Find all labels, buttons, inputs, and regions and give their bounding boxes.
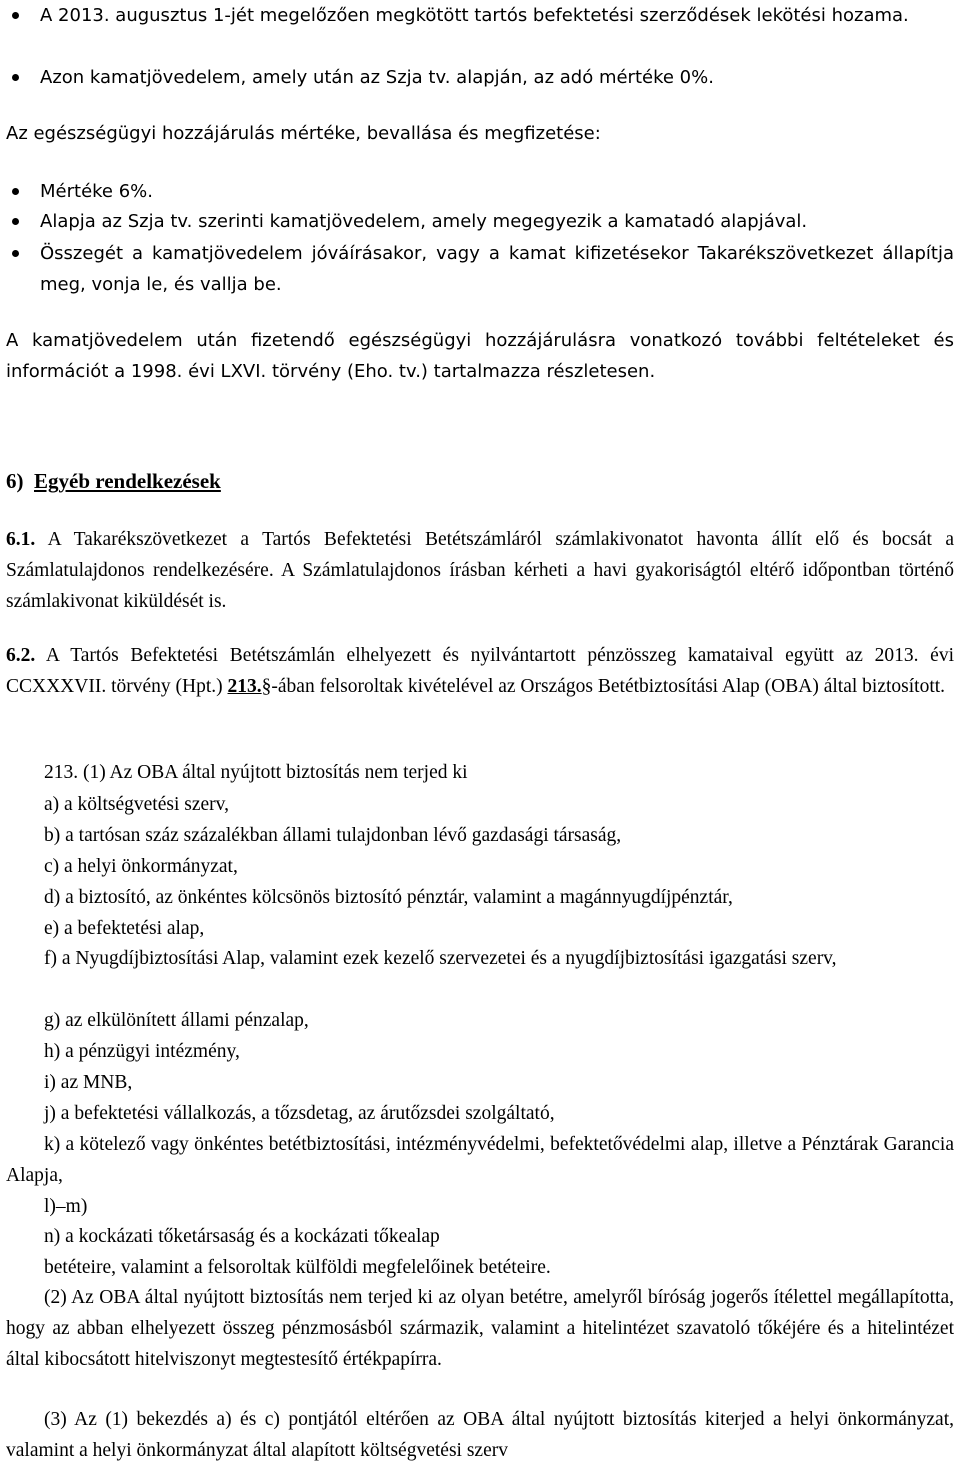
law-item-i: i) az MNB,: [44, 1072, 133, 1093]
tax-bullet-1: A 2013. augusztus 1-jét megelőzően megkötött tartós befektetési szerződések lekötési hozama.: [40, 0, 954, 31]
law-item-d: d) a biztosító, az önkéntes kölcsönös biztosító pénztár, valamint a magánnyugdíjpénztár,: [44, 887, 733, 908]
law-item-f: f) a Nyugdíjbiztosítási Alap, valamint ezek kezelő szervezetei és a nyugdíjbiztosítási igazgatási szerv,: [44, 948, 837, 969]
paragraph-symbol-icon: §: [261, 676, 272, 697]
paragraph-6-2-text-a: A Tartós Befektetési Betétszámlán elhelyezett és nyilvántartott pénzösszeg kamataival együtt az 2013. évi CCXXXVII. törvény (Hpt.): [6, 645, 954, 697]
law-item-l-m: l)–m): [44, 1196, 88, 1217]
health-intro: Az egészségügyi hozzájárulás mértéke, bevallása és megfizetése:: [6, 123, 601, 144]
paragraph-6-2-text-b: -ában felsoroltak kivételével az Országos Betétbiztosítási Alap (OBA) által biztosított.: [271, 676, 946, 697]
health-note: A kamatjövedelem után fizetendő egészségügyi hozzájárulásra vonatkozó további feltételeket és információt a 1998. évi LXVI. törvény (Eho. tv.) tartalmazza részletesen.: [6, 330, 954, 382]
law-item-k: k) a kötelező vagy önkéntes betétbiztosítási, intézményvédelmi, befektetővédelmi alap, illetve a Pénztárak Garancia Alapja,: [6, 1134, 954, 1186]
law-item-b: b) a tartósan száz százalékban állami tulajdonban lévő gazdasági társaság,: [44, 825, 622, 846]
paragraph-6-2: [6, 640, 954, 702]
law-item-c: c) a helyi önkormányzat,: [44, 856, 238, 877]
law-item-e: e) a befektetési alap,: [44, 918, 205, 939]
law-item-j: j) a befektetési vállalkozás, a tőzsdetag, az árutőzsdei szolgáltató,: [44, 1103, 555, 1124]
paragraph-6-1-number: 6.1.: [6, 529, 36, 550]
law-paragraph-2: (2) Az OBA által nyújtott biztosítás nem terjed ki az olyan betétre, amelyről bíróság jogerős ítélettel megállapította, hogy az abban elhelyezett összeg pénzmosásból származik, valamint a hitelintézet szavatoló tőkéjére és a hitelintézet által kibocsátott hitelviszonyt megtestesítő értékpapírra.: [6, 1287, 954, 1370]
health-bullet-2: Alapja az Szja tv. szerinti kamatjövedelem, amely megegyezik a kamatadó alapjával.: [40, 206, 954, 237]
section-number: 6): [6, 469, 24, 493]
paragraph-6-1-text: A Takarékszövetkezet a Tartós Befektetési Betétszámláról számlakivonatot havonta állít elő és bocsát a Számlatulajdonos rendelkezésére. A Számlatulajdonos írásban kérheti a havi gyakoriságtól eltérő időpontban történő számlakivonat kiküldését is.: [6, 529, 954, 612]
law-paragraph-3: (3) Az (1) bekezdés a) és c) pontjától eltérően az OBA által nyújtott biztosítás kiterjed a helyi önkormányzat, valamint a helyi önkormányzat által alapított költségvetési szerv: [6, 1409, 954, 1461]
tax-bullet-2: Azon kamatjövedelem, amely után az Szja tv. alapján, az adó mértéke 0%.: [40, 62, 954, 93]
law-item-a: a) a költségvetési szerv,: [44, 794, 229, 815]
section-heading: [6, 466, 954, 497]
law-closing: betéteire, valamint a felsoroltak külföldi megfelelőinek betéteire.: [44, 1257, 551, 1278]
law-213-intro: 213. (1) Az OBA által nyújtott biztosítás nem terjed ki: [44, 762, 468, 783]
health-bullet-1: Mértéke 6%.: [40, 176, 954, 207]
law-item-h: h) a pénzügyi intézmény,: [44, 1041, 240, 1062]
section-title: Egyéb rendelkezések: [34, 469, 221, 493]
paragraph-6-2-number: 6.2.: [6, 645, 36, 666]
law-item-n: n) a kockázati tőketársaság és a kockázati tőkealap: [44, 1226, 440, 1247]
paragraph-6-1: [6, 524, 954, 617]
health-bullet-3: Összegét a kamatjövedelem jóváírásakor, vagy a kamat kifizetésekor Takarékszövetkezet állapítja meg, vonja le, és vallja be.: [40, 238, 954, 300]
section-213-link[interactable]: 213.: [227, 676, 262, 697]
law-item-g: g) az elkülönített állami pénzalap,: [44, 1010, 309, 1031]
